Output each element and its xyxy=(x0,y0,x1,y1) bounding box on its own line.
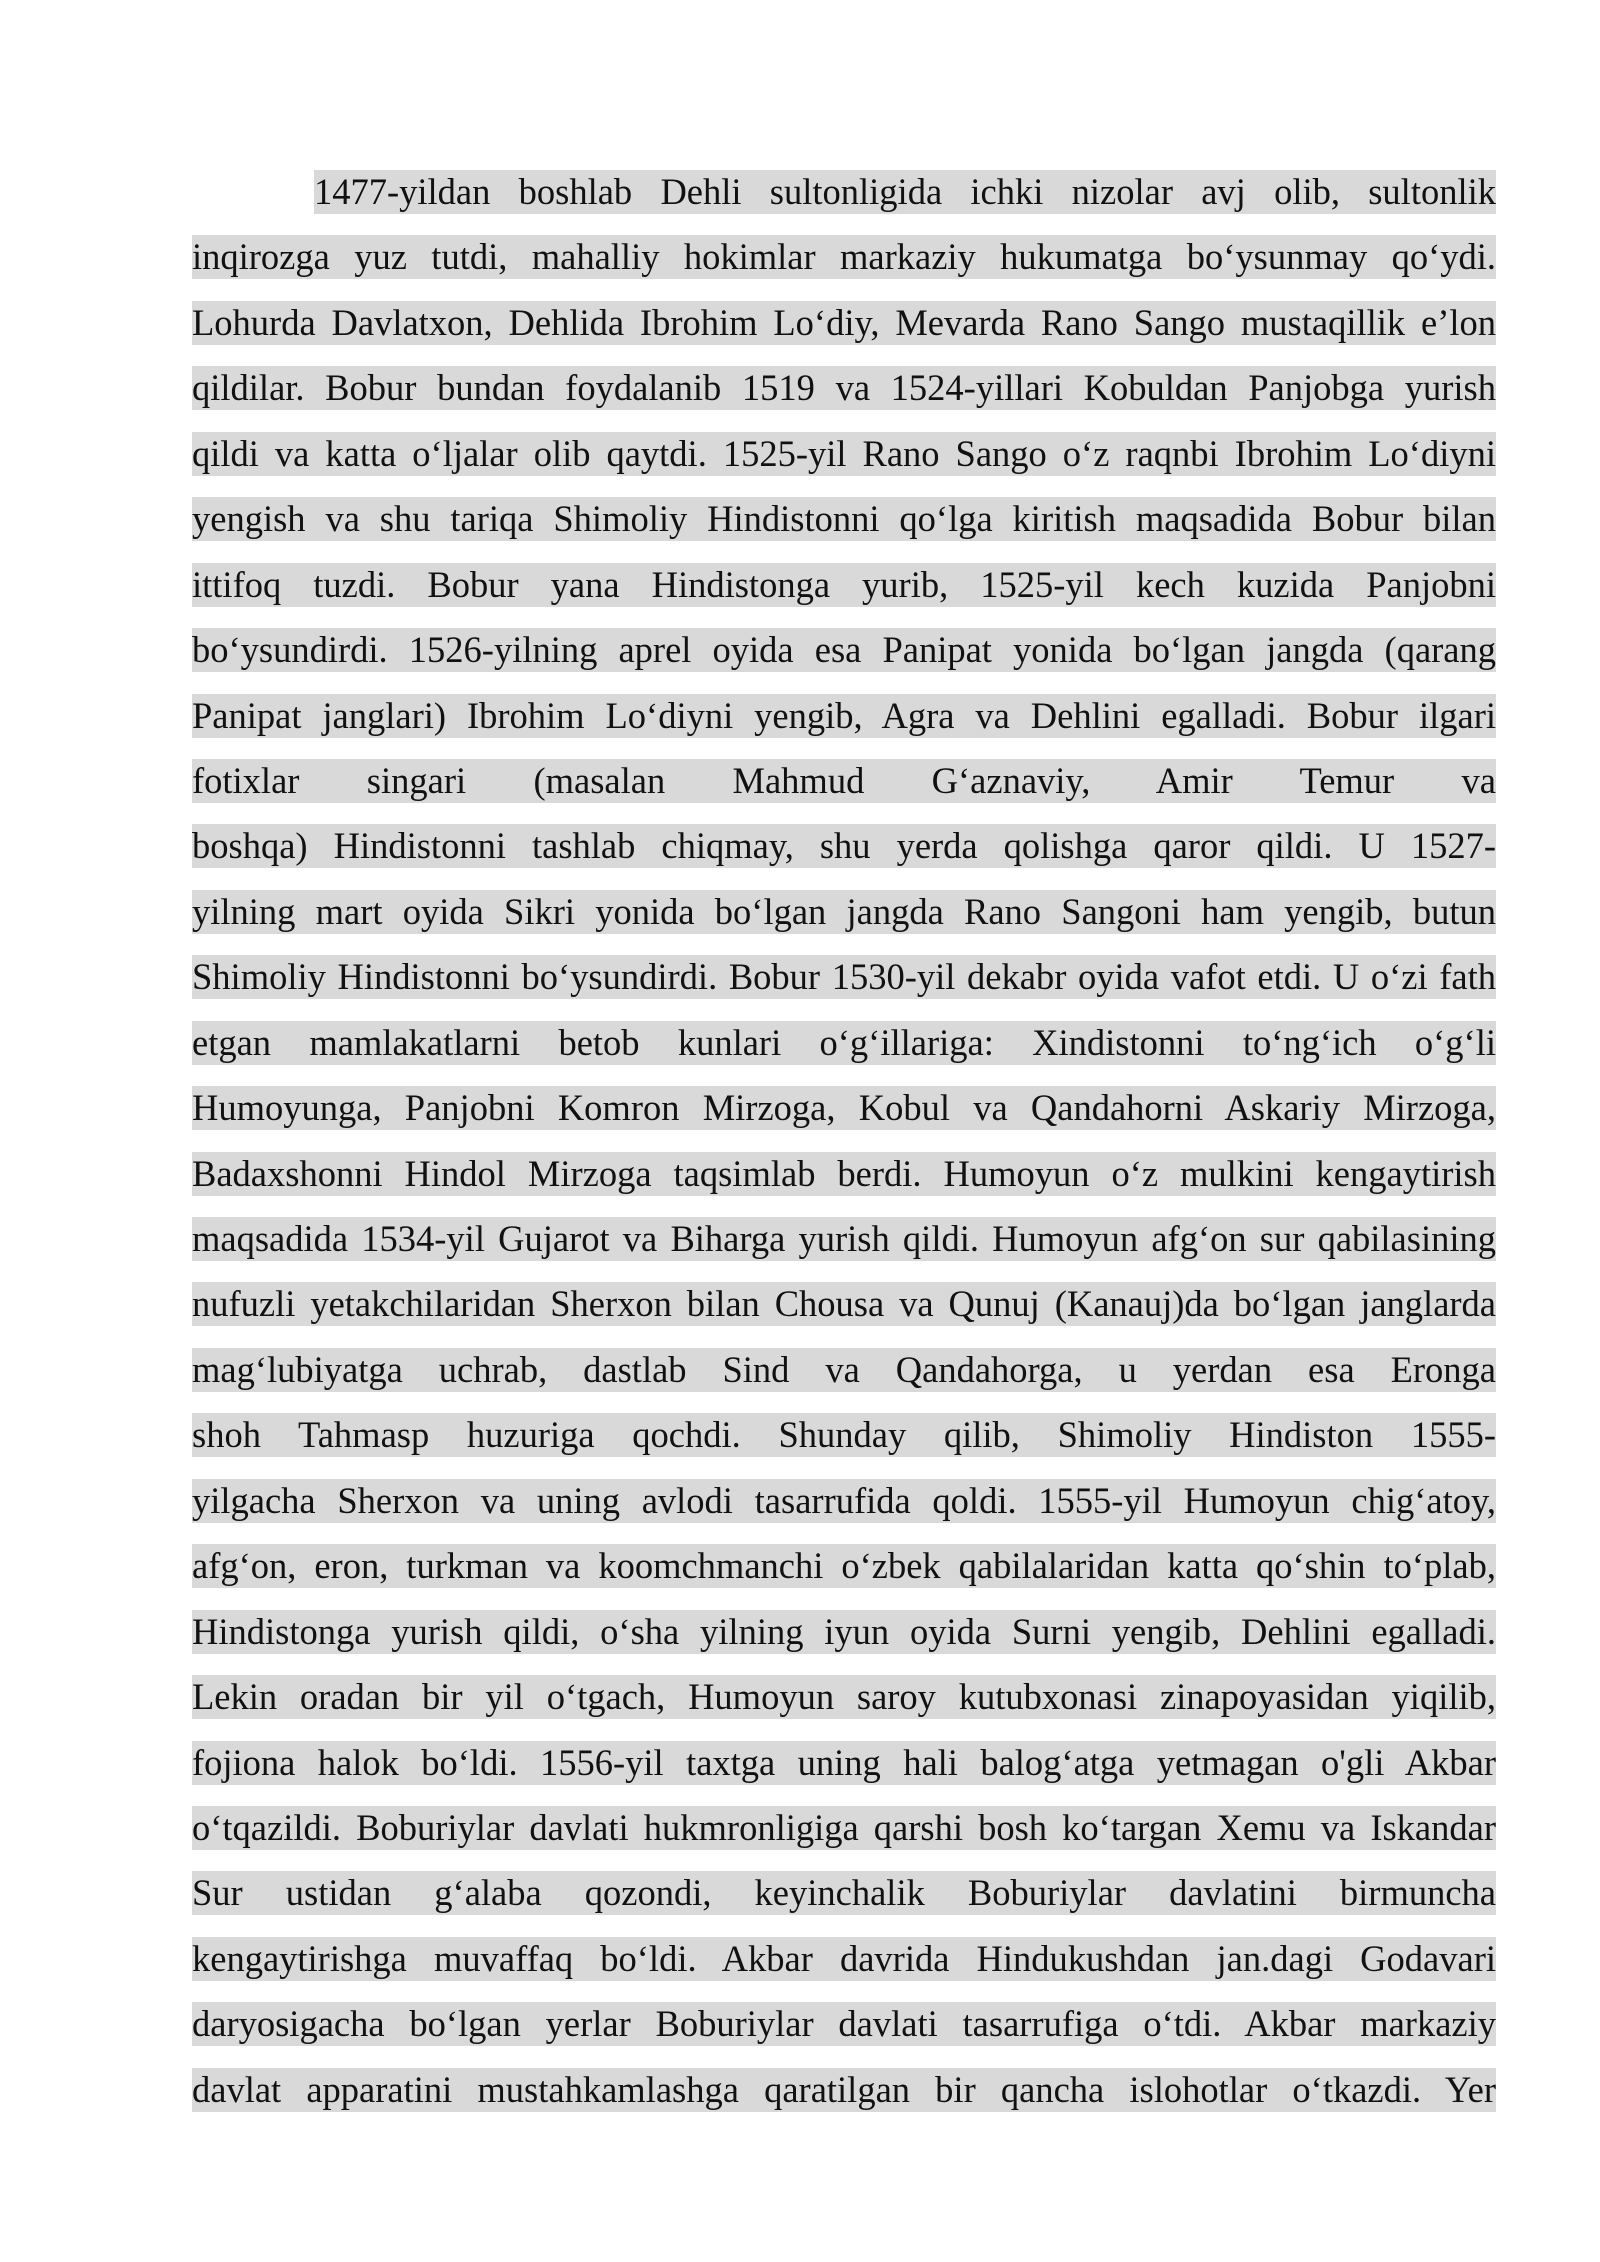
text-line: Lekin oradan bir yil o‘tgach, Humoyun saroy kutubxonasi zinapoyasidan yiqilib, xyxy=(192,1676,1496,1718)
text-line: qildilar. Bobur bundan foydalanib 1519 va 1524-yillari Kobuldan Panjobga yurish xyxy=(192,367,1496,409)
text-line: yengish va shu tariqa Shimoliy Hindistonni qo‘lga kiritish maqsadida Bobur bilan xyxy=(192,498,1496,540)
text-line: bo‘ysundirdi. 1526-yilning aprel oyida esa Panipat yonida bo‘lgan jangda (qarang xyxy=(192,629,1496,671)
text-line: kengaytirishga muvaffaq bo‘ldi. Akbar davrida Hindukushdan jan.dagi Godavari xyxy=(192,1937,1496,1979)
text-line: Shimoliy Hindistonni bo‘ysundirdi. Bobur 1530-yil dekabr oyida vafot etdi. U o‘zi fath xyxy=(192,956,1496,998)
text-line: Panipat janglari) Ibrohim Lo‘diyni yengib, Agra va Dehlini egalladi. Bobur ilgari xyxy=(192,694,1496,736)
text-line: yilning mart oyida Sikri yonida bo‘lgan jangda Rano Sangoni ham yengib, butun xyxy=(192,890,1496,932)
text-line: mag‘lubiyatga uchrab, dastlab Sind va Qandahorga, u yerdan esa Eronga xyxy=(192,1348,1496,1390)
text-line: boshqa) Hindistonni tashlab chiqmay, shu yerda qolishga qaror qildi. U 1527- xyxy=(192,825,1496,867)
text-line: o‘tqazildi. Boburiylar davlati hukmronligiga qarshi bosh ko‘targan Xemu va Iskandar xyxy=(192,1806,1496,1848)
text-line: yilgacha Sherxon va uning avlodi tasarrufida qoldi. 1555-yil Humoyun chig‘atoy, xyxy=(192,1479,1496,1521)
text-line: qildi va katta o‘ljalar olib qaytdi. 1525-yil Rano Sango o‘z raqnbi Ibrohim Lo‘diyni xyxy=(192,432,1496,474)
text-line: Lohurda Davlatxon, Dehlida Ibrohim Lo‘diy, Mevarda Rano Sango mustaqillik e’lon xyxy=(192,301,1496,343)
text-line: inqirozga yuz tutdi, mahalliy hokimlar markaziy hukumatga bo‘ysunmay qo‘ydi. xyxy=(192,236,1496,278)
text-line: afg‘on, eron, turkman va koomchmanchi o‘zbek qabilalaridan katta qo‘shin to‘plab, xyxy=(192,1545,1496,1587)
text-line: davlat apparatini mustahkamlashga qaratilgan bir qancha islohotlar o‘tkazdi. Yer xyxy=(192,2068,1496,2110)
text-line: shoh Tahmasp huzuriga qochdi. Shunday qilib, Shimoliy Hindiston 1555- xyxy=(192,1414,1496,1456)
text-line: daryosigacha bo‘lgan yerlar Boburiylar davlati tasarrufiga o‘tdi. Akbar markaziy xyxy=(192,2003,1496,2045)
text-line: Badaxshonni Hindol Mirzoga taqsimlab berdi. Humoyun o‘z mulkini kengaytirish xyxy=(192,1152,1496,1194)
text-line: nufuzli yetakchilaridan Sherxon bilan Chousa va Qunuj (Kanauj)da bo‘lgan janglarda xyxy=(192,1283,1496,1325)
text-line: 1477-yildan boshlab Dehli sultonligida ichki nizolar avj olib, sultonlik xyxy=(314,171,1496,212)
text-line: Humoyunga, Panjobni Komron Mirzoga, Kobul va Qandahorni Askariy Mirzoga, xyxy=(192,1087,1496,1129)
body-paragraph xyxy=(192,170,1496,2133)
text-line: Hindistonga yurish qildi, o‘sha yilning iyun oyida Surni yengib, Dehlini egalladi. xyxy=(192,1610,1496,1652)
text-line: fojiona halok bo‘ldi. 1556-yil taxtga uning hali balog‘atga yetmagan o'gli Akbar xyxy=(192,1741,1496,1783)
text-line: maqsadida 1534-yil Gujarot va Biharga yurish qildi. Humoyun afg‘on sur qabilasining xyxy=(192,1218,1496,1259)
text-line: etgan mamlakatlarni betob kunlari o‘g‘illariga: Xindistonni to‘ng‘ich o‘g‘li xyxy=(192,1021,1496,1063)
text-line: fotixlar singari (masalan Mahmud G‘aznaviy, Amir Temur va xyxy=(192,759,1496,801)
text-line: ittifoq tuzdi. Bobur yana Hindistonga yurib, 1525-yil kech kuzida Panjobni xyxy=(192,563,1496,605)
text-line: Sur ustidan g‘alaba qozondi, keyinchalik Boburiylar davlatini birmuncha xyxy=(192,1872,1496,1914)
